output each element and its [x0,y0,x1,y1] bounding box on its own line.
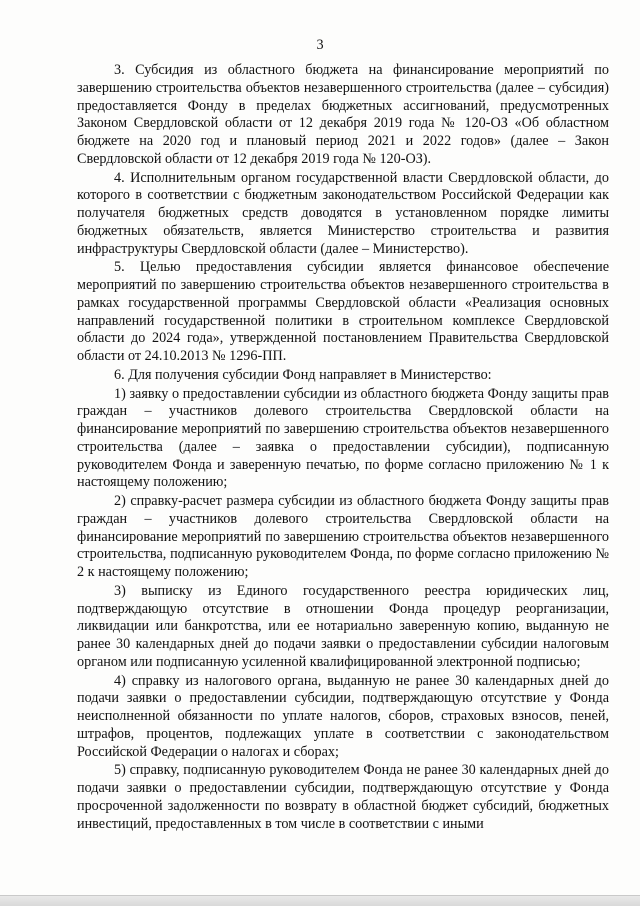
list-item-1: 1) заявку о предоставлении субсидии из областного бюджета Фонду защиты прав граждан – участников долевого строительства Свердловской области на финансирование мероприятий по завершению строительства объектов незавершенного строительства (далее – заявка о предоставлении субсидии), подписанную руководителем Фонда и заверенную печатью, по форме согласно приложению № 1 к настоящему положению; [77,385,609,491]
list-item-4: 4) справку из налогового органа, выданную не ранее 30 календарных дней до подачи заявки о предоставлении субсидии, подтверждающую отсутствие у Фонда неисполненной обязанности по уплате налогов, сборов, страховых взносов, пеней, штрафов, процентов, подлежащих уплате в соответствии с законодательством Российской Федерации о налогах и сборах; [77,672,609,760]
list-item-3: 3) выписку из Единого государственного реестра юридических лиц, подтверждающую отсутствие в отношении Фонда процедур реорганизации, ликвидации или банкротства, или ее нотариально заверенную копию, выданную не ранее 30 календарных дней до подачи заявки о предоставлении субсидии налоговым органом или подписанную усиленной квалифицированной электронной подписью; [77,582,609,670]
document-body [77,62,609,834]
list-item-2: 2) справку-расчет размера субсидии из областного бюджета Фонду защиты прав граждан – участников долевого строительства Свердловской области на финансирование мероприятий по завершению строительства объектов незавершенного строительства, подписанную руководителем Фонда, по форме согласно приложению № 2 к настоящему положению; [77,493,609,580]
paragraph-item-3: 3. Субсидия из областного бюджета на финансирование мероприятий по завершению строительства объектов незавершенного строительства (далее – субсидия) предоставляется Фонду в пределах бюджетных ассигнований, предусмотренных Законом Свердловской области от 12 декабря 2019 года № 120-ОЗ «Об областном бюджете на 2020 год и плановый период 2021 и 2022 годов» (далее – Закон Свердловской области от 12 декабря 2019 года № 120-ОЗ). [77,62,609,167]
paragraph-item-6: 6. Для получения субсидии Фонд направляет в Министерство: [114,366,492,383]
scan-bottom-edge [0,895,640,906]
page-number: 3 [316,37,324,53]
paragraph-item-5: 5. Целью предоставления субсидии является финансовое обеспечение мероприятий по завершению строительства объектов незавершенного строительства в рамках государственной программы Свердловской области «Реализация основных направлений государственной политики в строительном комплексе Свердловской области до 2024 года», утвержденной постановлением Правительства Свердловской области от 24.10.2013 № 1296-ПП. [77,259,609,364]
paragraph-item-4: 4. Исполнительным органом государственной власти Свердловской области, до которого в соответствии с бюджетным законодательством Российской Федерации как получателя бюджетных средств доводятся в установленном порядке лимиты бюджетных обязательств, является Министерство строительства и развития инфраструктуры Свердловской области (далее – Министерство). [77,169,609,257]
list-item-5: 5) справку, подписанную руководителем Фонда не ранее 30 календарных дней до подачи заявки о предоставлении субсидии, подтверждающую отсутствие у Фонда просроченной задолженности по возврату в областной бюджет субсидий, бюджетных инвестиций, предоставленных в том числе в соответствии с иными [77,762,609,832]
